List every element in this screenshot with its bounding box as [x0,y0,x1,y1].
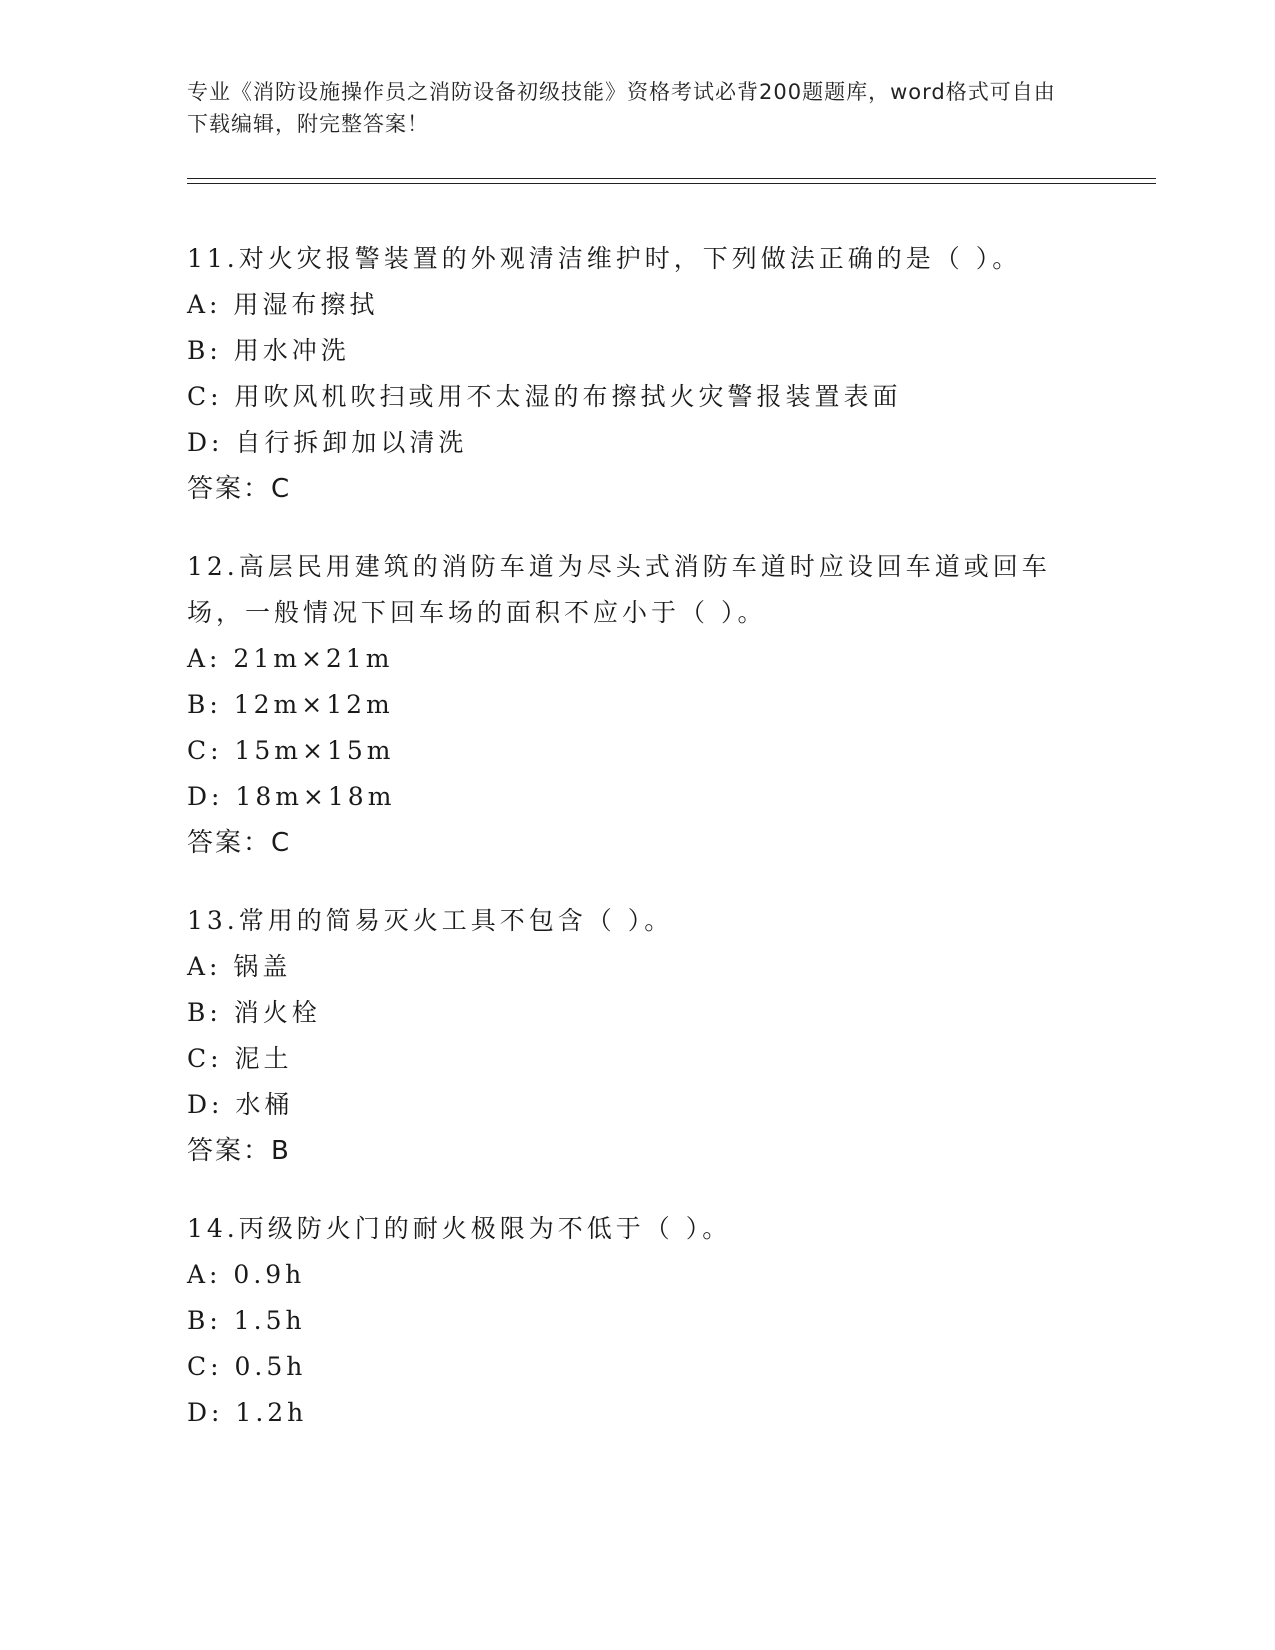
option-b: B: 消火栓 [187,998,321,1027]
header-divider-top [187,178,1156,179]
document-header: 专业《消防设施操作员之消防设备初级技能》资格考试必背200题题库，word格式可自由下载编辑，附完整答案！ [187,80,1056,136]
question-13 [187,898,1087,1174]
option-b: B: 用水冲洗 [187,336,350,365]
option-b: B: 12m×12m [187,690,394,719]
question-stem: 12.高层民用建筑的消防车道为尽头式消防车道时应设回车道或回车场，一般情况下回车场的面积不应小于（ ）。 [187,552,1051,627]
option-a: A: 锅盖 [187,952,292,981]
option-c: C: 0.5h [187,1352,307,1381]
option-b: B: 1.5h [187,1306,306,1335]
question-stem: 14.丙级防火门的耐火极限为不低于（ ）。 [187,1214,732,1243]
option-c: C: 用吹风机吹扫或用不太湿的布擦拭火灾警报装置表面 [187,382,902,411]
option-a: A: 用湿布擦拭 [187,290,379,319]
option-a: A: 21m×21m [187,644,394,673]
question-14 [187,1206,1087,1436]
answer-line: 答案：C [187,828,292,858]
question-11 [187,236,1087,512]
question-stem: 11.对火灾报警装置的外观清洁维护时，下列做法正确的是（ ）。 [187,244,1022,273]
answer-line: 答案：C [187,474,292,504]
option-d: D: 1.2h [187,1398,308,1427]
option-c: C: 15m×15m [187,736,395,765]
option-d: D: 自行拆卸加以清洗 [187,428,468,457]
option-c: C: 泥土 [187,1044,293,1073]
question-12 [187,544,1087,866]
option-d: D: 18m×18m [187,782,396,811]
header-divider-bottom [187,183,1156,184]
option-d: D: 水桶 [187,1090,294,1119]
question-list [187,236,1087,1468]
option-a: A: 0.9h [187,1260,306,1289]
question-stem: 13.常用的简易灭火工具不包含（ ）。 [187,906,674,935]
answer-line: 答案：B [187,1136,291,1166]
